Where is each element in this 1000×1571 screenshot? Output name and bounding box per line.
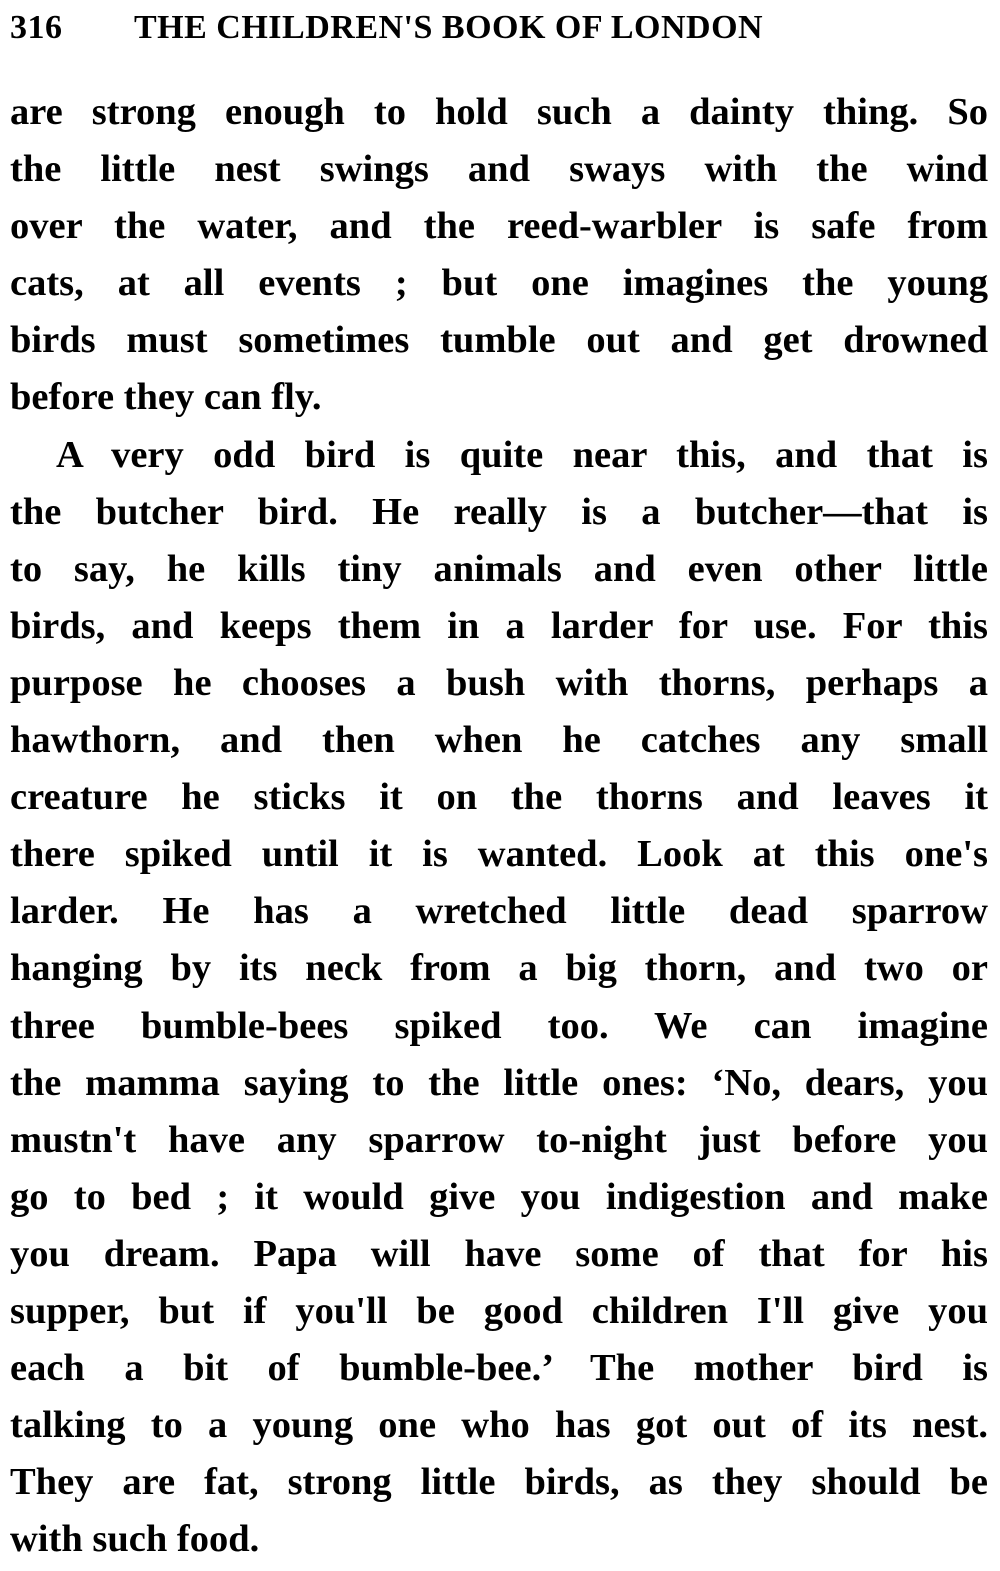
text-line: to say, he kills tiny animals and even other little xyxy=(10,547,988,590)
text-line: the mamma saying to the little ones: ‘No, dears, you xyxy=(10,1061,988,1104)
text-line: birds must sometimes tumble out and get drowned xyxy=(10,319,988,362)
text-line: cats, at all events ; but one imagines the young xyxy=(10,262,988,305)
text-line: talking to a young one who has got out of its nest. xyxy=(10,1404,988,1447)
text-line: larder. He has a wretched little dead sparrow xyxy=(10,890,988,933)
text-line: before they can fly. xyxy=(10,376,322,419)
text-line: there spiked until it is wanted. Look at this one's xyxy=(10,833,988,876)
text-line: mustn't have any sparrow to-night just before you xyxy=(10,1118,988,1161)
page-number: 316 xyxy=(10,9,63,46)
running-title: THE CHILDREN'S BOOK OF LONDON xyxy=(134,9,764,46)
paragraph-reed-warbler xyxy=(10,84,988,427)
text-line: go to bed ; it would give you indigestion and make xyxy=(10,1175,988,1218)
text-line: creature he sticks it on the thorns and leaves it xyxy=(10,776,988,819)
text-line: supper, but if you'll be good children I'll give you xyxy=(10,1289,988,1332)
text-line: hawthorn, and then when he catches any small xyxy=(10,719,988,762)
book-page xyxy=(10,0,988,1571)
text-line: you dream. Papa will have some of that for his xyxy=(10,1232,988,1275)
paragraph-butcher-bird xyxy=(10,427,988,1569)
text-line: with such food. xyxy=(10,1518,260,1561)
text-line: three bumble-bees spiked too. We can imagine xyxy=(10,1004,988,1047)
text-line: hanging by its neck from a big thorn, and two or xyxy=(10,947,988,990)
text-line: birds, and keeps them in a larder for use. For this xyxy=(10,604,988,647)
text-line: They are fat, strong little birds, as they should be xyxy=(10,1461,988,1504)
text-line: the butcher bird. He really is a butcher—that is xyxy=(10,490,988,533)
text-line: A very odd bird is quite near this, and that is xyxy=(56,433,988,476)
text-line: are strong enough to hold such a dainty thing. So xyxy=(10,91,988,133)
text-line: the little nest swings and sways with the wind xyxy=(10,148,988,191)
text-line: over the water, and the reed-warbler is safe from xyxy=(10,205,988,248)
text-line: each a bit of bumble-bee.’ The mother bird is xyxy=(10,1347,988,1390)
text-line: purpose he chooses a bush with thorns, perhaps a xyxy=(10,661,988,704)
body-text xyxy=(10,84,988,1568)
running-head xyxy=(10,6,988,50)
